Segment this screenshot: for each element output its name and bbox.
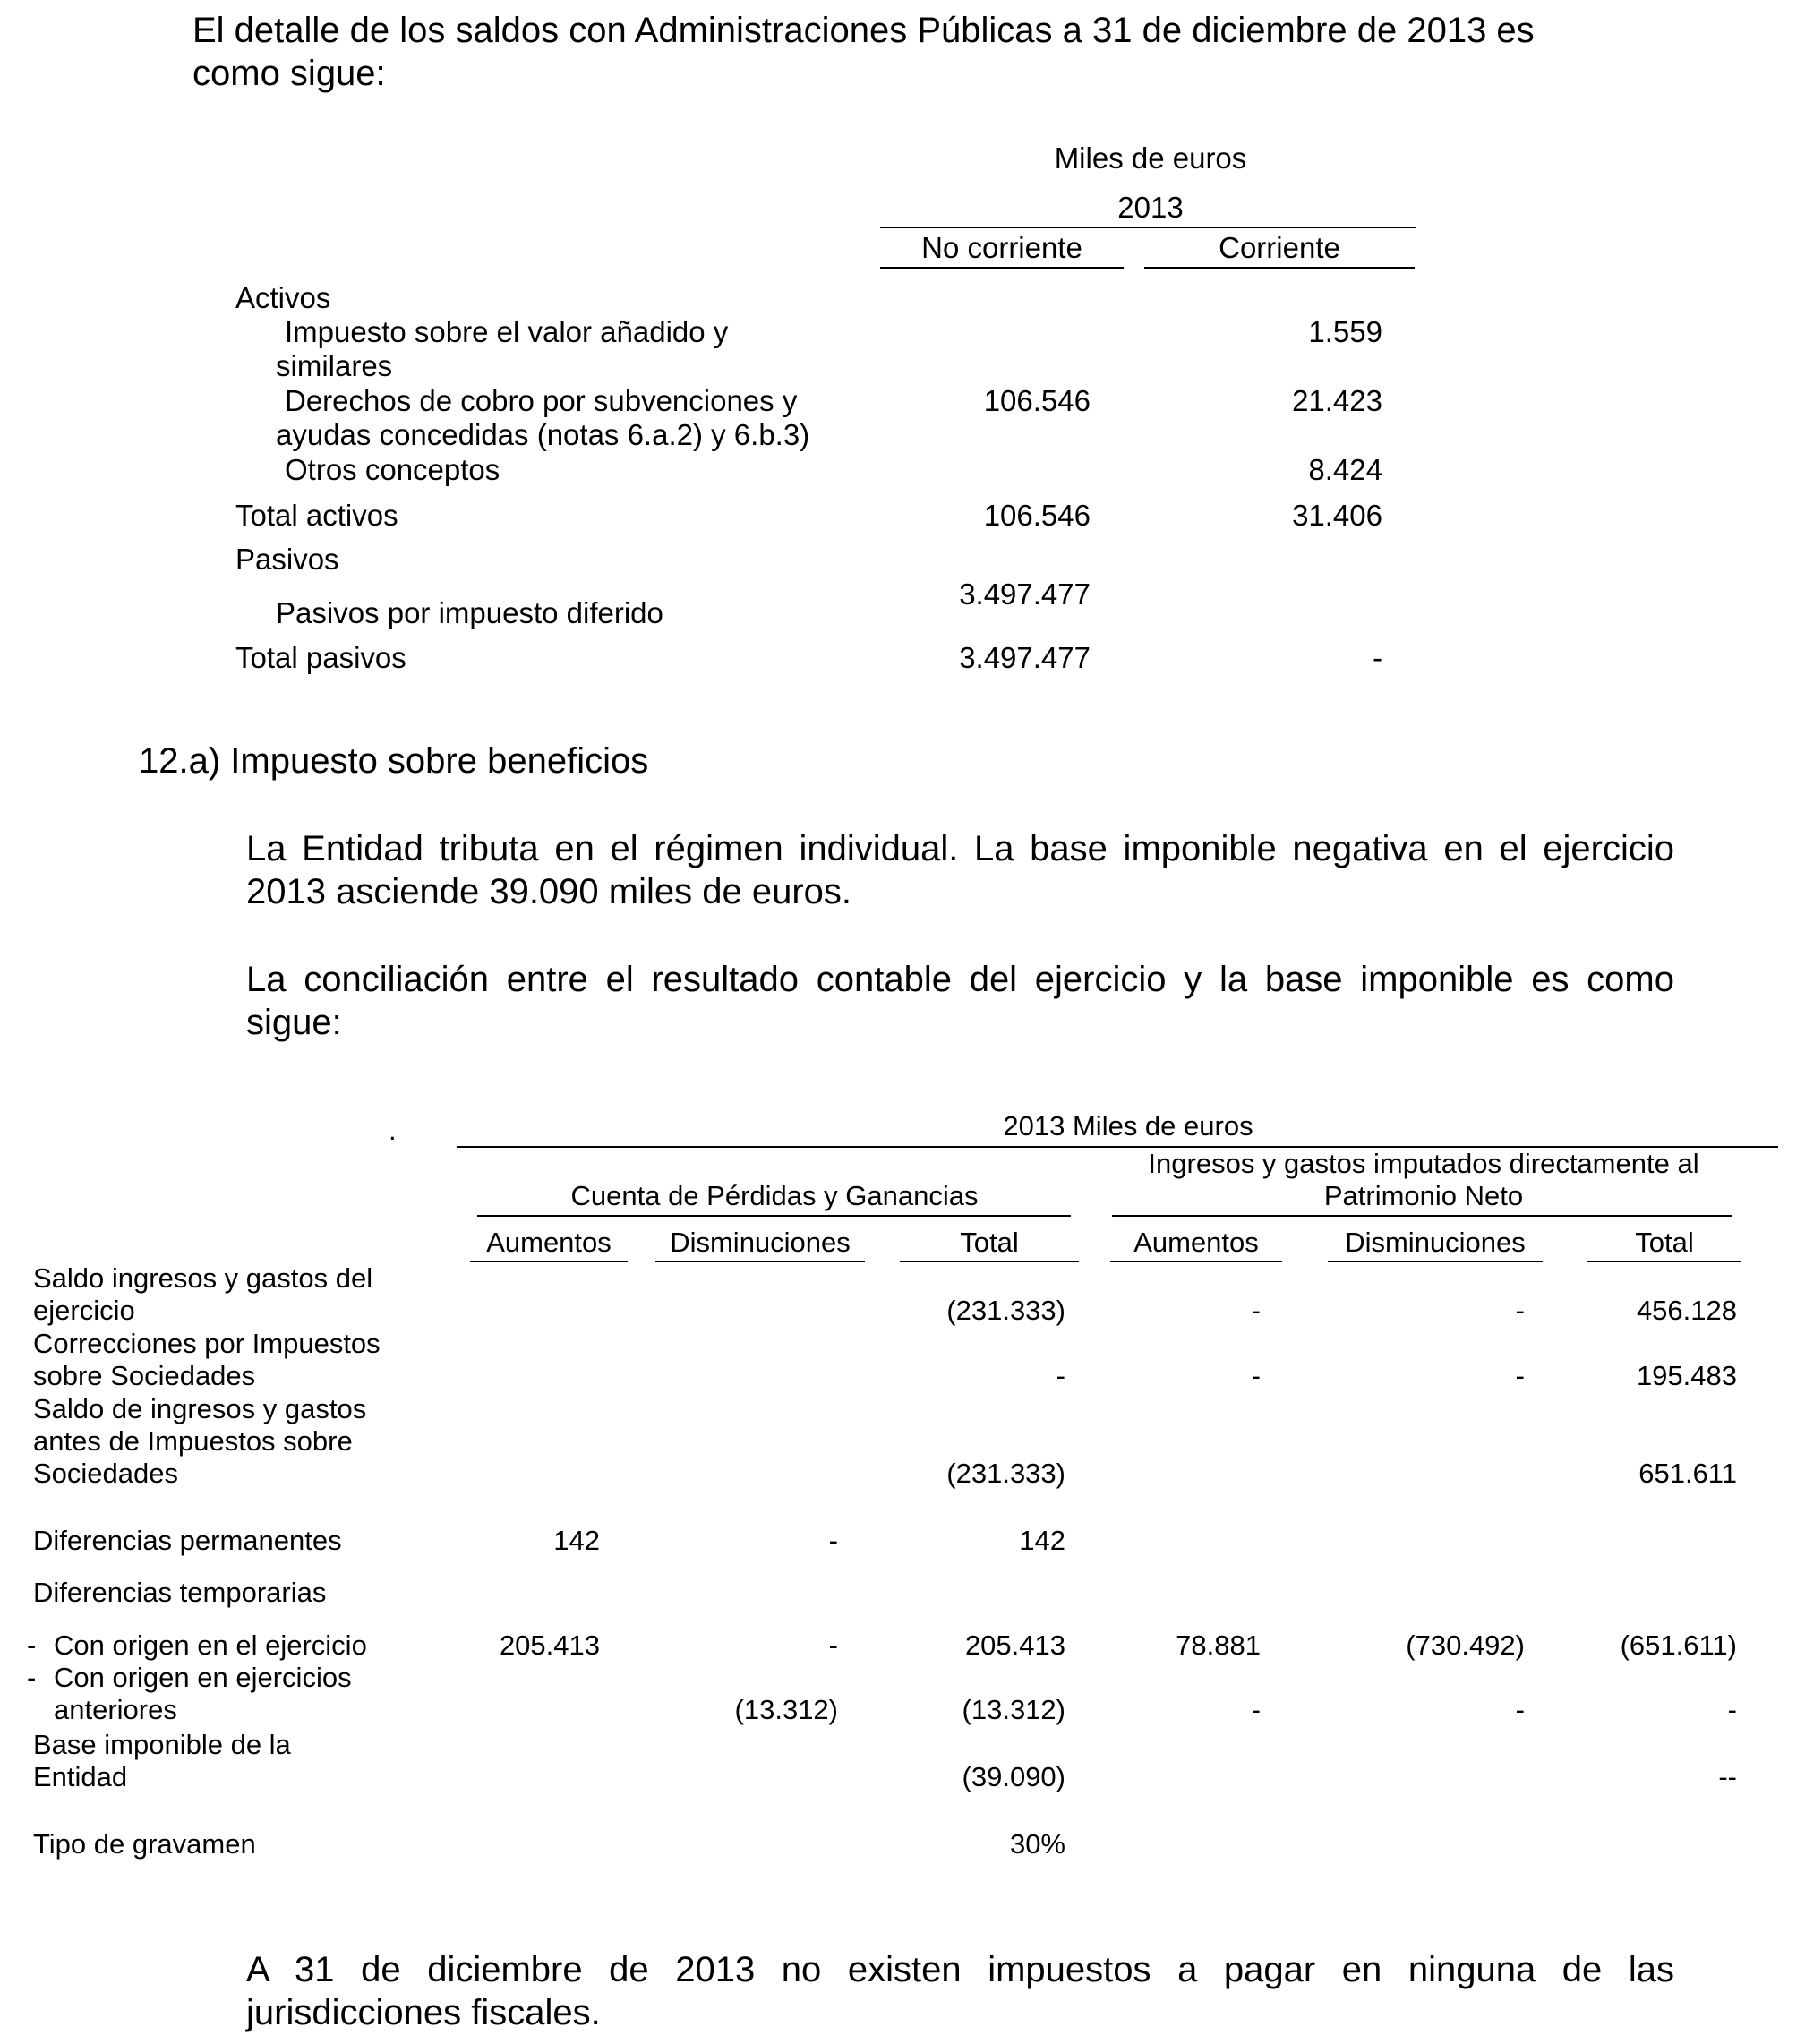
col-rule-5 (1328, 1261, 1543, 1262)
row-origen-anteriores-disminuciones-pn: - (1515, 1694, 1525, 1725)
row-base-imponible-label-1: Base imponible de la (33, 1729, 291, 1760)
row-antes-impuestos-label-1: Saldo de ingresos y gastos (33, 1393, 367, 1424)
row-origen-ejercicio-aumentos-pn: 78.881 (1176, 1629, 1261, 1661)
col-aumentos-pn: Aumentos (1133, 1227, 1259, 1258)
row-origen-anteriores-total-pyg: (13.312) (962, 1694, 1065, 1725)
row-base-imponible-label-2: Entidad (33, 1761, 128, 1792)
para2-line2: sigue: (246, 1003, 342, 1042)
para1-line1: La Entidad tributa en el régimen individual. La base imponible negativa en el ejercicio (246, 829, 1674, 868)
row-origen-ejercicio-total-pyg: 205.413 (964, 1629, 1065, 1661)
closing-line-1: A 31 de diciembre de 2013 no existen impuestos a pagar en ninguna de las (246, 1950, 1674, 1989)
row-origen-ejercicio-disminuciones-pyg: - (828, 1629, 838, 1661)
row-origen-ejercicio-total-pn: (651.611) (1620, 1629, 1737, 1661)
row-correcciones-label-1: Correcciones por Impuestos (33, 1328, 381, 1359)
col-aumentos-pyg: Aumentos (486, 1227, 612, 1258)
col-rule-4 (1110, 1261, 1282, 1262)
table2-dot: . (389, 1115, 397, 1146)
row-derechos-line2: ayudas concedidas (notas 6.a.2) y 6.b.3) (276, 418, 810, 451)
group-pn-line1: Ingresos y gastos imputados directamente al (1148, 1148, 1699, 1179)
table2-title: 2013 Miles de euros (1003, 1110, 1253, 1142)
total-activos-no-corriente: 106.546 (983, 499, 1091, 532)
row-permanentes-label: Diferencias permanentes (33, 1525, 342, 1556)
intro-line-1: El detalle de los saldos con Administraciones Públicas a 31 de diciembre de 2013 es (192, 11, 1535, 50)
col-rule-6 (1587, 1261, 1741, 1262)
total-pasivos-label: Total pasivos (235, 641, 406, 674)
total-activos-corriente: 31.406 (1292, 499, 1382, 532)
intro-line-2: como sigue: (192, 54, 386, 93)
col-rule-no-corriente (880, 267, 1124, 269)
table1-unit: Miles de euros (1054, 141, 1247, 175)
total-pasivos-no-corriente: 3.497.477 (959, 641, 1091, 674)
row-saldo-aumentos-pn: - (1251, 1295, 1261, 1326)
row-origen-anteriores-disminuciones-pyg: (13.312) (734, 1694, 838, 1725)
col-total-pn: Total (1635, 1227, 1694, 1258)
row-otros-label: Otros conceptos (285, 453, 500, 486)
row-correcciones-total-pyg: - (1056, 1360, 1065, 1391)
row-origen-ejercicio-aumentos-pyg: 205.413 (499, 1629, 600, 1661)
row-saldo-label-2: ejercicio (33, 1295, 135, 1326)
row-tipo-gravamen-total-pyg: 30% (1009, 1828, 1065, 1860)
pasivo-diferido-no-corriente: 3.497.477 (959, 577, 1091, 611)
row-tipo-gravamen-label: Tipo de gravamen (33, 1828, 256, 1860)
row-base-imponible-total-pyg: (39.090) (962, 1761, 1065, 1792)
row-permanentes-disminuciones-pyg: - (828, 1525, 838, 1556)
row-saldo-disminuciones-pn: - (1515, 1295, 1525, 1326)
row-origen-anteriores-label-2: anteriores (54, 1694, 177, 1725)
table1-year: 2013 (1117, 191, 1184, 224)
group-pyg-rule (477, 1215, 1071, 1217)
row-saldo-total-pn: 456.128 (1636, 1295, 1737, 1326)
para2-line1: La conciliación entre el resultado contable del ejercicio y la base imponible es como (246, 960, 1674, 999)
row-otros-corriente: 8.424 (1308, 453, 1382, 486)
section-heading: 12.a) Impuesto sobre beneficios (139, 741, 649, 781)
row-temporarias-label: Diferencias temporarias (33, 1577, 327, 1608)
row-antes-impuestos-label-3: Sociedades (33, 1458, 179, 1489)
row-antes-impuestos-total-pyg: (231.333) (946, 1458, 1065, 1489)
col-rule-corriente (1144, 267, 1415, 269)
col-rule-1 (470, 1261, 628, 1262)
total-pasivos-corriente: - (1373, 641, 1382, 674)
col-rule-2 (655, 1261, 865, 1262)
pasivos-heading: Pasivos (235, 543, 339, 576)
row-origen-ejercicio-bullet: - (27, 1629, 37, 1661)
closing-line-2: jurisdicciones fiscales. (246, 1993, 601, 2032)
row-origen-anteriores-total-pn: - (1727, 1694, 1737, 1725)
row-correcciones-aumentos-pn: - (1251, 1360, 1261, 1391)
row-permanentes-aumentos-pyg: 142 (553, 1525, 600, 1556)
col-rule-3 (900, 1261, 1079, 1262)
row-base-imponible-total-pn: -- (1718, 1761, 1737, 1792)
col-header-no-corriente: No corriente (921, 231, 1082, 264)
pasivo-diferido-label: Pasivos por impuesto diferido (276, 596, 663, 629)
col-header-corriente: Corriente (1219, 231, 1340, 264)
row-origen-anteriores-label-1: Con origen en ejercicios (54, 1662, 352, 1693)
row-origen-anteriores-bullet: - (27, 1662, 37, 1693)
row-iva-line1: Impuesto sobre el valor añadido y (285, 315, 729, 348)
para1-line2: 2013 asciende 39.090 miles de euros. (246, 872, 852, 911)
row-correcciones-label-2: sobre Sociedades (33, 1360, 256, 1391)
row-saldo-label-1: Saldo ingresos y gastos del (33, 1262, 373, 1294)
total-activos-label: Total activos (235, 499, 398, 532)
row-derechos-no-corriente: 106.546 (983, 384, 1091, 417)
row-origen-ejercicio-label: Con origen en el ejercicio (54, 1629, 367, 1661)
table1-year-rule (880, 227, 1416, 228)
row-correcciones-total-pn: 195.483 (1636, 1360, 1737, 1391)
row-permanentes-total-pyg: 142 (1019, 1525, 1065, 1556)
row-antes-impuestos-total-pn: 651.611 (1638, 1458, 1737, 1489)
activos-heading: Activos (235, 281, 331, 314)
group-pyg: Cuenta de Pérdidas y Ganancias (570, 1180, 979, 1211)
row-derechos-corriente: 21.423 (1292, 384, 1382, 417)
group-pn-rule (1112, 1215, 1732, 1217)
row-correcciones-disminuciones-pn: - (1515, 1360, 1525, 1391)
col-disminuciones-pyg: Disminuciones (670, 1227, 851, 1258)
row-iva-line2: similares (276, 349, 393, 382)
row-antes-impuestos-label-2: antes de Impuestos sobre (33, 1425, 353, 1457)
col-total-pyg: Total (960, 1227, 1019, 1258)
col-disminuciones-pn: Disminuciones (1345, 1227, 1526, 1258)
row-saldo-total-pyg: (231.333) (946, 1295, 1065, 1326)
group-pn-line2: Patrimonio Neto (1323, 1180, 1524, 1211)
row-derechos-line1: Derechos de cobro por subvenciones y (285, 384, 798, 417)
row-origen-anteriores-aumentos-pn: - (1251, 1694, 1261, 1725)
row-iva-corriente: 1.559 (1308, 315, 1382, 348)
row-origen-ejercicio-disminuciones-pn: (730.492) (1406, 1629, 1525, 1661)
